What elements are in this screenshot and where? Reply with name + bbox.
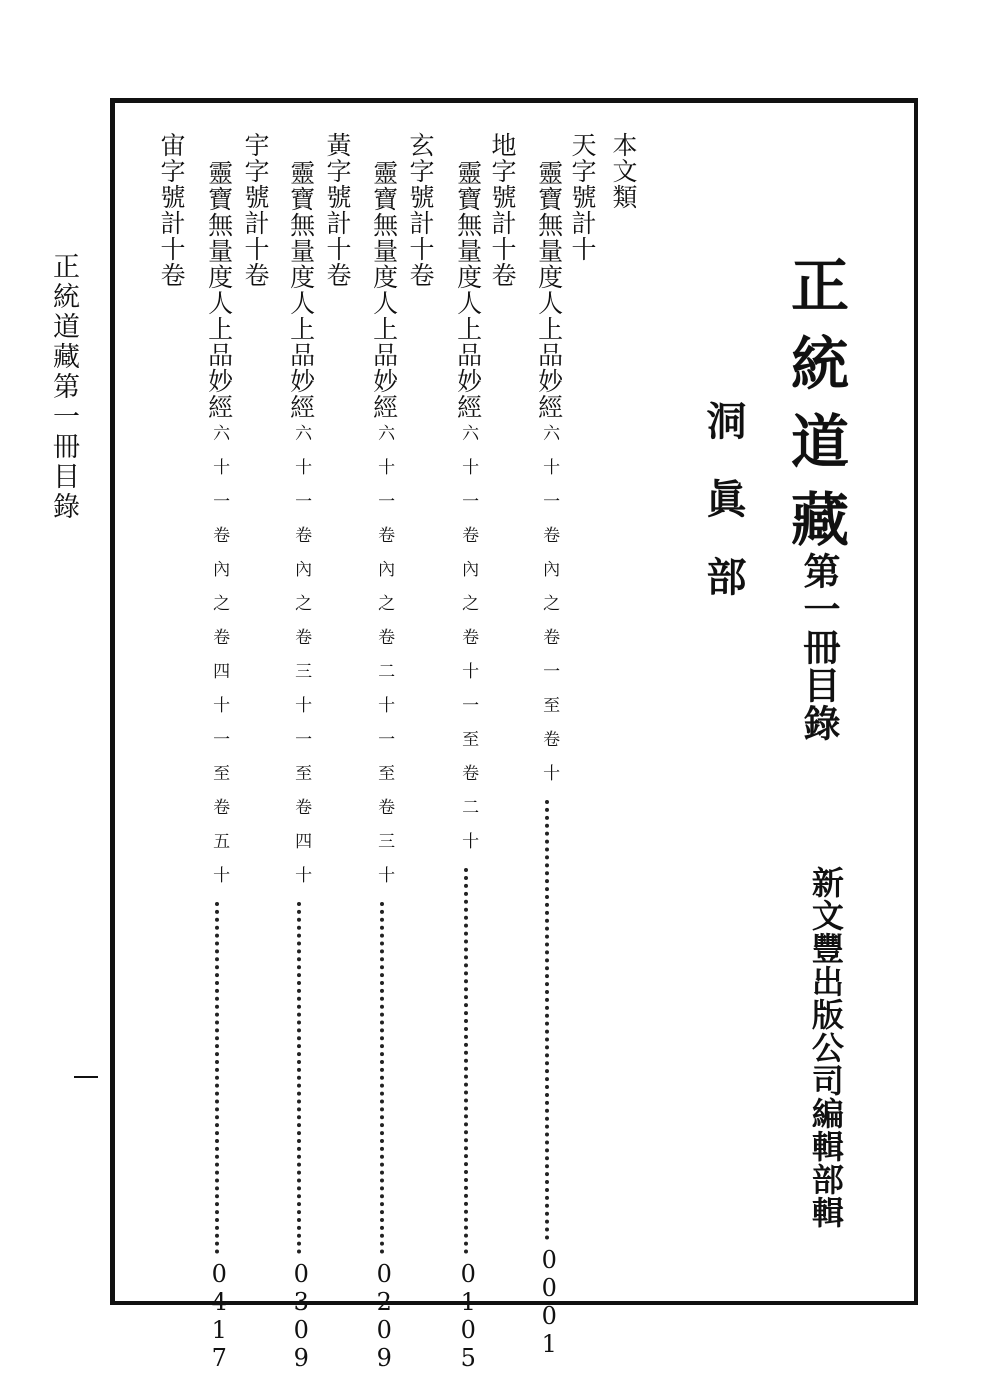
category-label: 本文類 xyxy=(609,132,638,210)
division-label: 洞眞部 xyxy=(700,400,747,634)
section-heading: 天字號計十 xyxy=(568,132,597,262)
section-heading: 宙字號計十卷 xyxy=(157,132,186,288)
entry-range: 六十一卷內之卷一至卷十 xyxy=(539,424,560,798)
toc-entry-body xyxy=(369,160,398,1372)
entry-range: 六十一卷內之卷十一至卷二十 xyxy=(458,424,479,866)
entry-title: 靈寶無量度人上品妙經 xyxy=(286,160,316,420)
running-title: 正統道藏第一冊 xyxy=(48,252,79,462)
main-title: 正統道藏 xyxy=(781,255,849,567)
section-heading: 黃字號計十卷 xyxy=(323,132,352,288)
entry-title: 靈寶無量度人上品妙經 xyxy=(453,160,483,420)
leader-dots xyxy=(380,902,388,1254)
entry-range: 六十一卷內之卷二十一至卷三十 xyxy=(374,424,395,900)
leader-dots xyxy=(215,902,223,1254)
volume-label: 第一冊目錄 xyxy=(797,552,841,742)
entry-title: 靈寶無量度人上品妙經 xyxy=(369,160,399,420)
toc-entry-body xyxy=(204,160,233,1372)
entry-page: 0105 xyxy=(454,1260,483,1372)
section-heading: 玄字號計十卷 xyxy=(406,132,435,288)
toc-entry-body xyxy=(286,160,315,1372)
section-heading: 宇字號計十卷 xyxy=(241,132,270,288)
toc-entry-body xyxy=(534,160,563,1358)
entry-page: 0001 xyxy=(535,1246,564,1358)
entry-range: 六十一卷內之卷三十一至卷四十 xyxy=(291,424,312,900)
entry-page: 0417 xyxy=(205,1260,234,1372)
section-heading: 地字號計十卷 xyxy=(488,132,517,288)
entry-page: 0209 xyxy=(370,1260,399,1372)
leader-dots xyxy=(545,800,553,1240)
leader-dots xyxy=(464,868,472,1254)
toc-entry-body xyxy=(453,160,482,1372)
leader-dots xyxy=(297,902,305,1254)
entry-title: 靈寶無量度人上品妙經 xyxy=(534,160,564,420)
running-section: 目錄 xyxy=(48,462,79,522)
publisher: 新文豐出版公司編輯部輯 xyxy=(806,866,845,1229)
page-number xyxy=(74,1076,98,1078)
entry-range: 六十一卷內之卷四十一至卷五十 xyxy=(209,424,230,900)
entry-page: 0309 xyxy=(287,1260,316,1372)
entry-title: 靈寶無量度人上品妙經 xyxy=(204,160,234,420)
